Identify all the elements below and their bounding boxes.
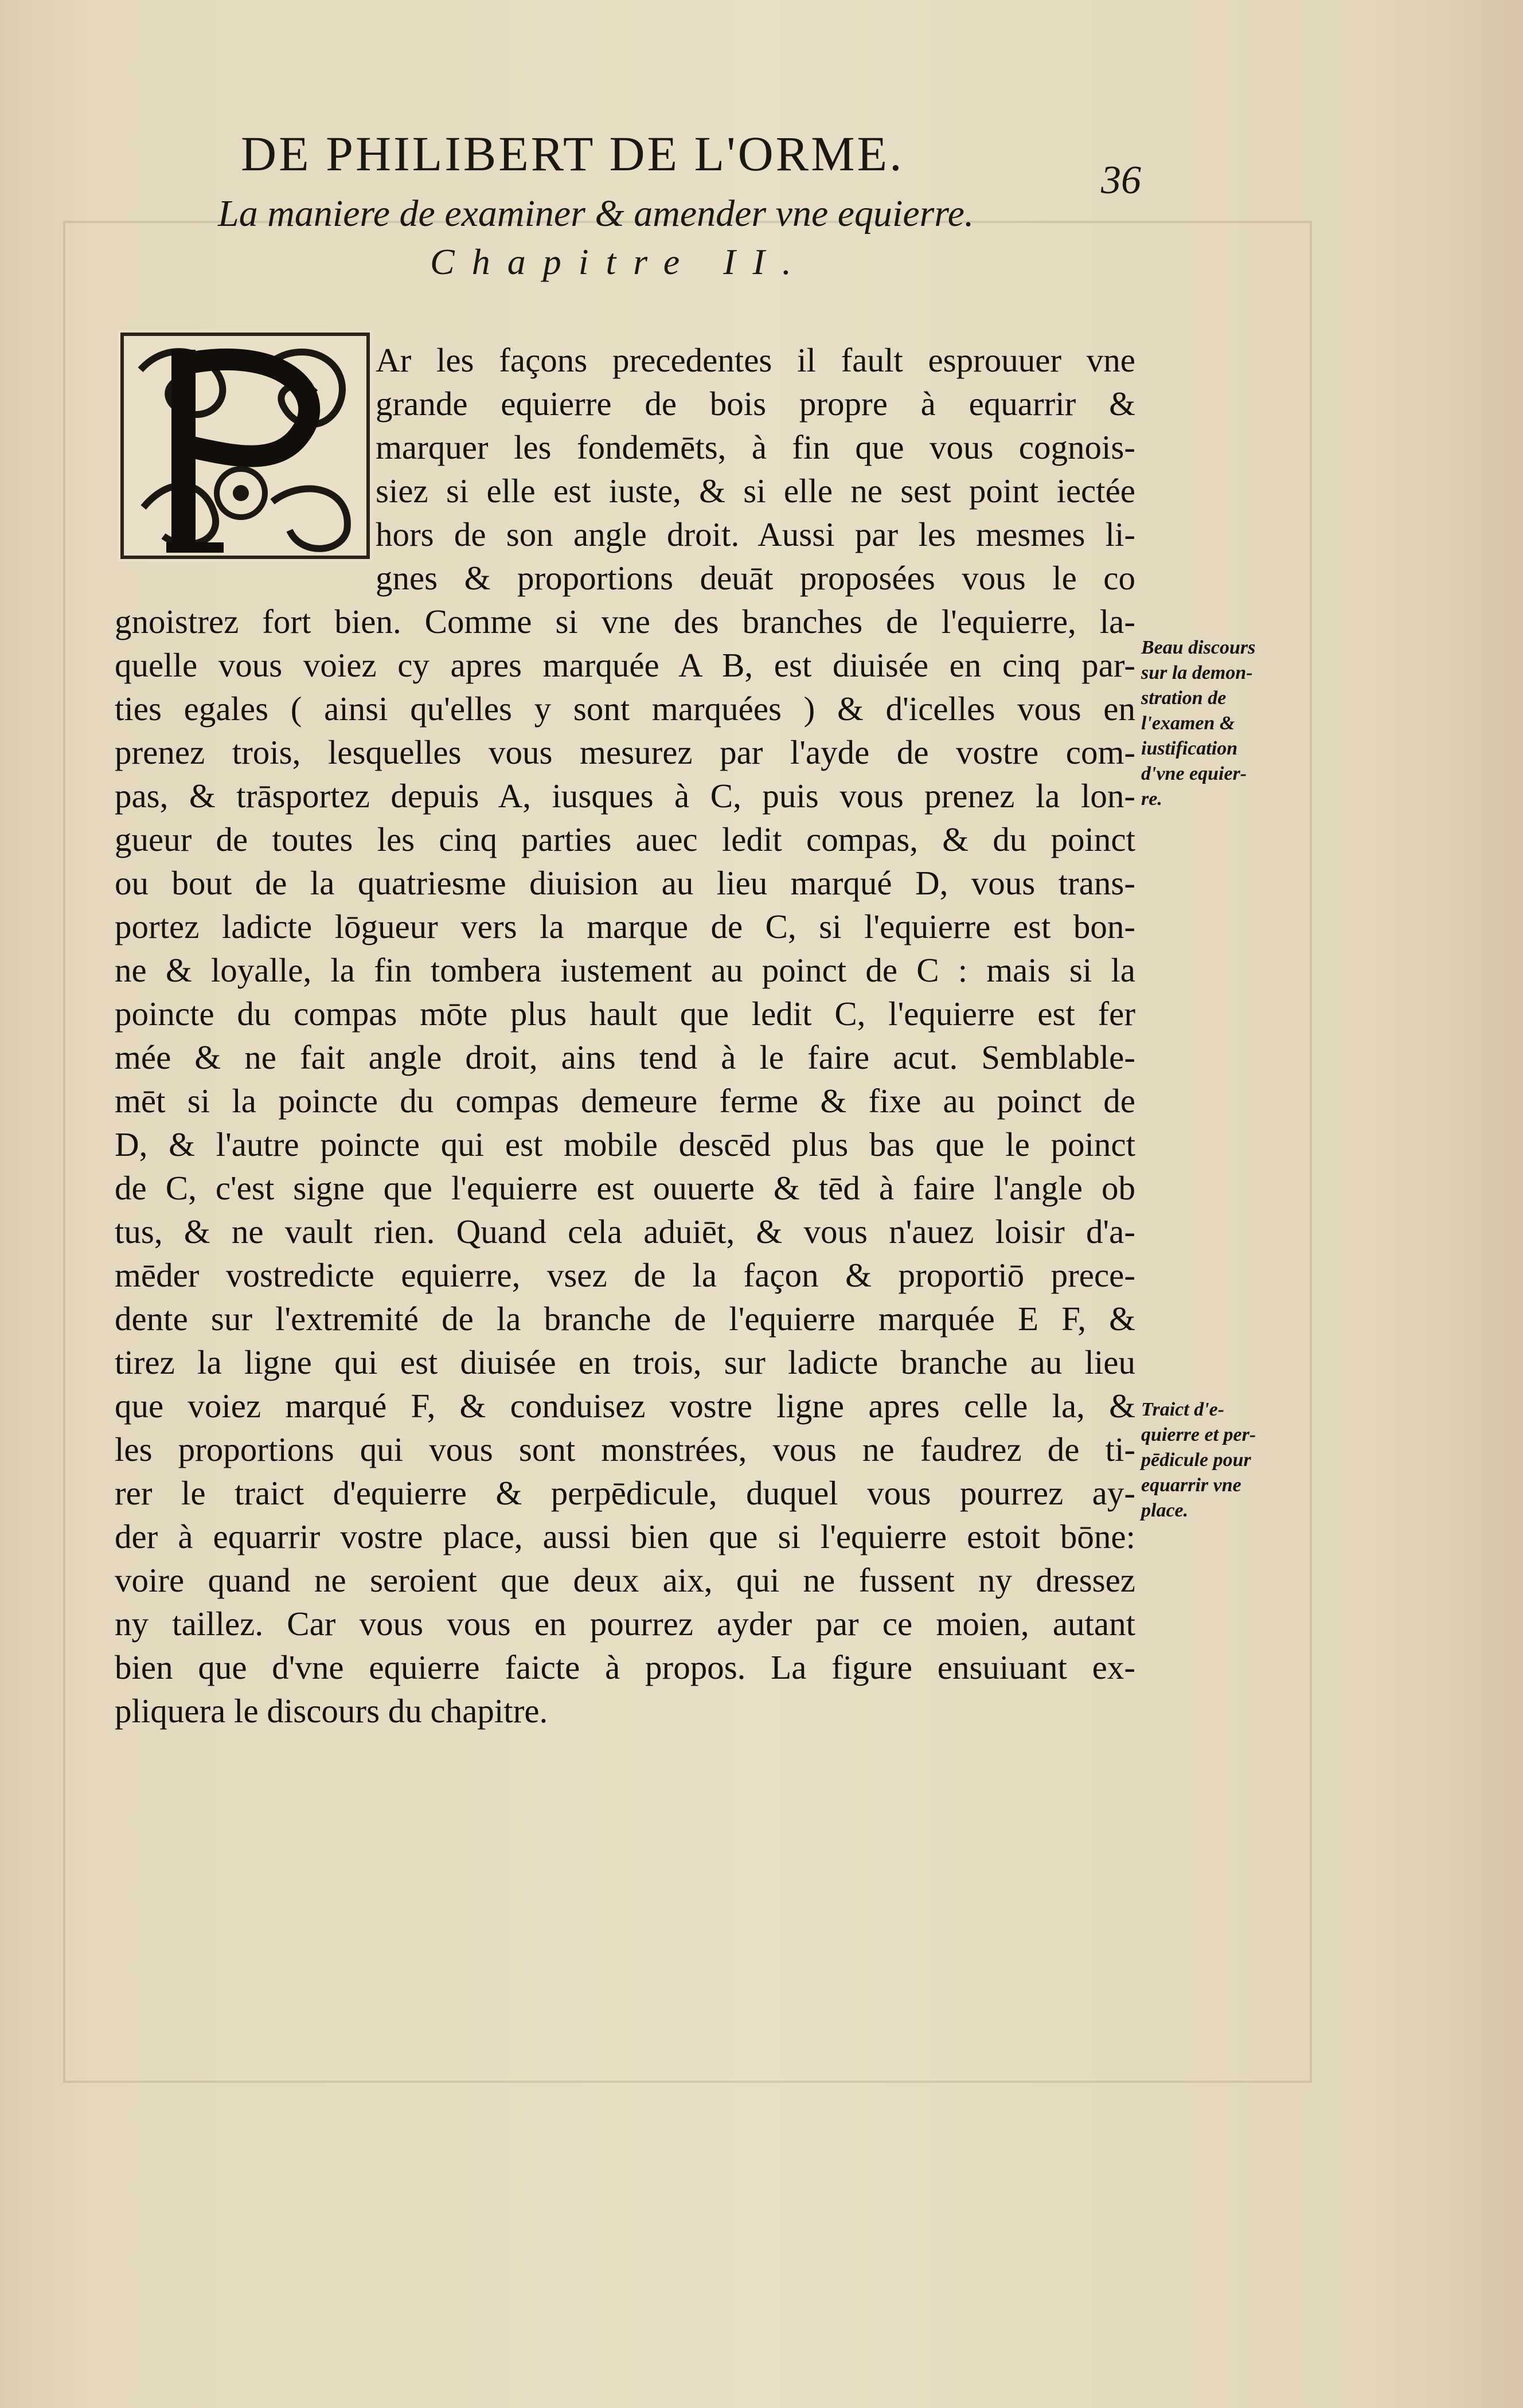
margin-note-line: equarrir vne (1141, 1475, 1241, 1496)
body-line: ties egales ( ainsi qu'elles y sont marquées ) & d'icelles vous en (115, 690, 1135, 728)
body-line: poincte du compas mōte plus hault que ledit C, l'equierre est fer (115, 995, 1135, 1033)
margin-note-line: l'examen & (1141, 713, 1235, 734)
margin-note-line: re. (1141, 788, 1162, 810)
body-line: dente sur l'extremité de la branche de l'equierre marquée E F, & (115, 1300, 1135, 1338)
margin-note-line: pēdicule pour (1141, 1449, 1251, 1471)
margin-note-line: Beau discours (1141, 637, 1256, 658)
body-line: gnes & proportions deuāt proposées vous le co (376, 559, 1135, 597)
margin-note-line: stration de (1141, 687, 1227, 709)
chapter-heading: La maniere de examiner & amender vne equierre. (218, 193, 974, 234)
margin-note-line: place. (1141, 1500, 1189, 1521)
body-line: der à equarrir vostre place, aussi bien que si l'equierre estoit bōne: (115, 1518, 1135, 1555)
body-line: mēt si la poincte du compas demeure ferme & fixe au poinct de (115, 1082, 1135, 1120)
rosette-center (233, 485, 249, 501)
body-line: siez si elle est iuste, & si elle ne sest point iectée (376, 472, 1135, 510)
body-line: D, & l'autre poincte qui est mobile descēd plus bas que le poinct (115, 1125, 1135, 1163)
body-line: que voiez marqué F, & conduisez vostre ligne apres celle la, & (115, 1387, 1135, 1425)
body-line: Ar les façons precedentes il fault esprouuer vne (376, 341, 1135, 379)
body-line: ne & loyalle, la fin tombera iustement au poinct de C : mais si la (115, 951, 1135, 989)
body-line: rer le traict d'equierre & perpēdicule, duquel vous pourrez ay- (115, 1474, 1135, 1512)
decorated-initial-p (118, 330, 373, 562)
margin-note (1141, 1397, 1302, 1523)
body-line: ou bout de la quatriesme diuision au lieu marqué D, vous trans- (115, 864, 1135, 902)
chapter-number: Chapitre II. (430, 241, 809, 282)
body-line: de C, c'est signe que l'equierre est ouuerte & tēd à faire l'angle ob (115, 1169, 1135, 1207)
body-line: quelle vous voiez cy apres marquée A B, est diuisée en cinq par- (115, 646, 1135, 684)
body-line: mēder vostredicte equierre, vsez de la façon & proportiō prece- (115, 1256, 1135, 1294)
margin-note-line: Traict d'e- (1141, 1399, 1225, 1420)
margin-note-line: iustification (1141, 738, 1238, 759)
body-line: portez ladicte lōgueur vers la marque de C, si l'equierre est bon- (115, 908, 1135, 945)
page-number: 36 (1101, 158, 1141, 202)
body-line: prenez trois, lesquelles vous mesurez par l'ayde de vostre com- (115, 733, 1135, 771)
body-line: mée & ne fait angle droit, ains tend à le faire acut. Semblable- (115, 1038, 1135, 1076)
body-line: gueur de toutes les cinq parties auec ledit compas, & du poinct (115, 820, 1135, 858)
body-line: les proportions qui vous sont monstrées, vous ne faudrez de ti- (115, 1430, 1135, 1468)
margin-note-line: quierre et per- (1141, 1424, 1256, 1445)
body-line: marquer les fondemēts, à fin que vous cognois- (376, 428, 1135, 466)
body-line: ny taillez. Car vous vous en pourrez ayder par ce moien, autant (115, 1605, 1135, 1643)
margin-note (1141, 635, 1302, 812)
body-line: hors de son angle droit. Aussi par les mesmes li- (376, 515, 1135, 553)
body-line: tirez la ligne qui est diuisée en trois, sur ladicte branche au lieu (115, 1343, 1135, 1381)
body-line: voire quand ne seroient que deux aix, qui ne fussent ny dressez (115, 1561, 1135, 1599)
body-line: tus, & ne vault rien. Quand cela aduiēt, & vous n'auez loisir d'a- (115, 1213, 1135, 1250)
body-line: bien que d'vne equierre faicte à propos. La figure ensuiuant ex- (115, 1648, 1135, 1686)
running-head: DE PHILIBERT DE L'ORME. (241, 126, 904, 181)
body-line: grande equierre de bois propre à equarrir & (376, 385, 1135, 423)
margin-note-line: sur la demon- (1141, 662, 1253, 683)
margin-note-line: d'vne equier- (1141, 763, 1247, 784)
decorated-initial-p-icon (118, 330, 373, 562)
body-line: gnoistrez fort bien. Comme si vne des branches de l'equierre, la- (115, 603, 1135, 640)
body-line: pliquera le discours du chapitre. (115, 1692, 548, 1730)
body-line: pas, & trāsportez depuis A, iusques à C, puis vous prenez la lon- (115, 777, 1135, 815)
